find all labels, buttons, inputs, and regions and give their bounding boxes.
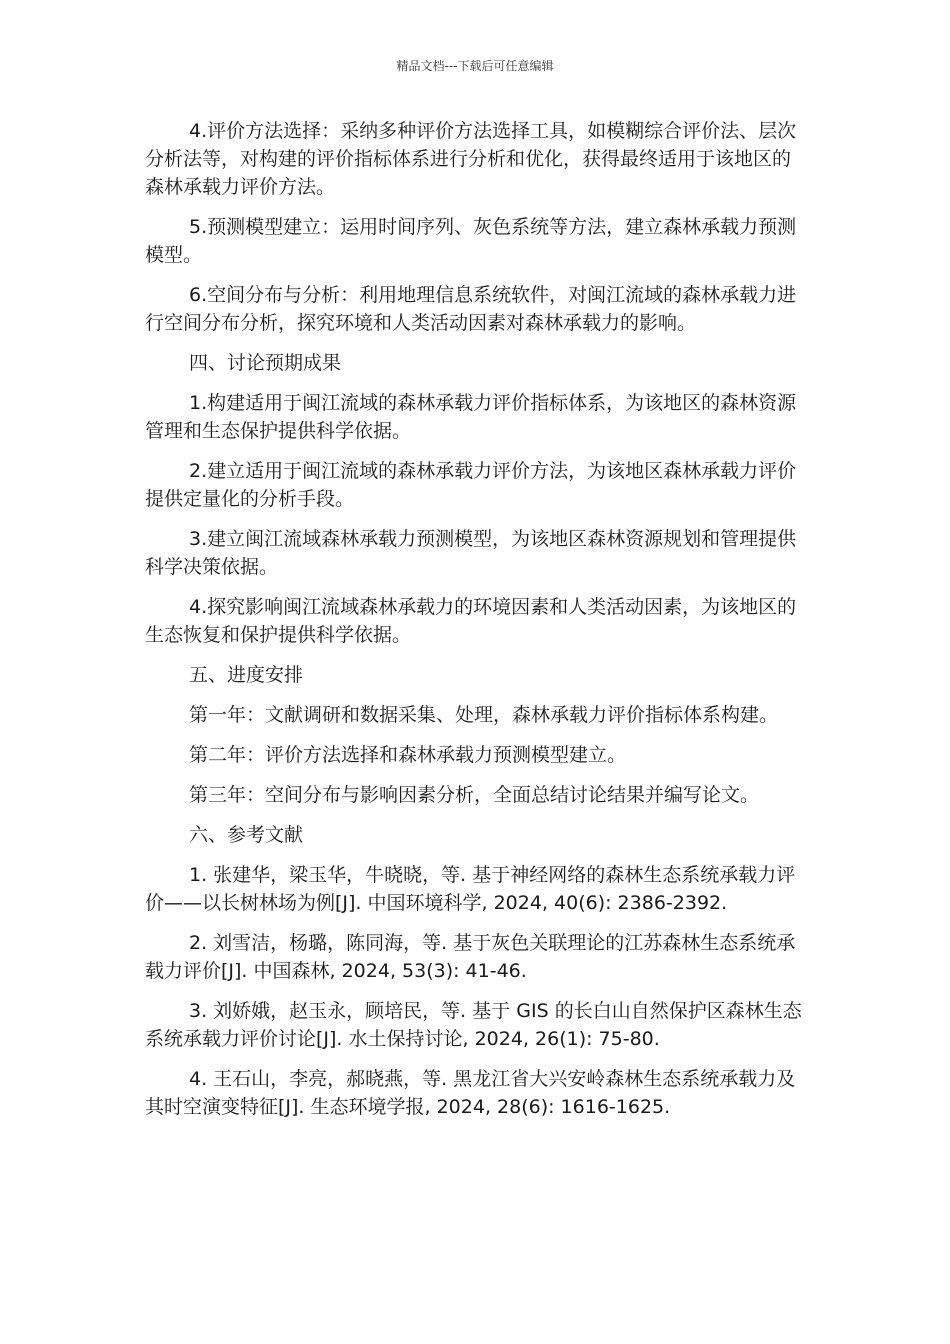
section-heading-expected-results: 四、讨论预期成果: [189, 352, 342, 374]
document-body: [145, 117, 805, 1133]
expected-result-item: 3.建立闽江流域森林承载力预测模型，为该地区森林资源规划和管理提供科学决策依据。: [145, 528, 797, 578]
method-item-prediction-model: 5.预测模型建立：运用时间序列、灰色系统等方法，建立森林承载力预测模型。: [145, 216, 797, 266]
reference-item: 4. 王石山，李亮，郝晓燕，等. 黑龙江省大兴安岭森林生态系统承载力及其时空演变特征[J]. 生态环境学报, 2024, 28(6): 1616-1625.: [145, 1068, 796, 1118]
expected-result-item: 4.探究影响闽江流域森林承载力的环境因素和人类活动因素，为该地区的生态恢复和保护提供科学依据。: [145, 596, 797, 646]
method-item-spatial-analysis: 6.空间分布与分析：利用地理信息系统软件，对闽江流域的森林承载力进行空间分布分析，探究环境和人类活动因素对森林承载力的影响。: [145, 284, 797, 334]
expected-result-item: 1.构建适用于闽江流域的森林承载力评价指标体系，为该地区的森林资源管理和生态保护提供科学依据。: [145, 392, 797, 442]
reference-item: 2. 刘雪洁，杨璐，陈同海，等. 基于灰色关联理论的江苏森林生态系统承载力评价[J]. 中国森林, 2024, 53(3): 41-46.: [145, 932, 796, 982]
reference-item: 3. 刘娇娥，赵玉永，顾培民，等. 基于 GIS 的长白山自然保护区森林生态系统承载力评价讨论[J]. 水土保持讨论, 2024, 26(1): 75-80.: [145, 1000, 802, 1050]
reference-item: 1. 张建华，梁玉华，牛晓晓，等. 基于神经网络的森林生态系统承载力评价——以长树林场为例[J]. 中国环境科学, 2024, 40(6): 2386-2392.: [145, 864, 796, 914]
section-heading-references: 六、参考文献: [189, 824, 304, 846]
expected-result-item: 2.建立适用于闽江流域的森林承载力评价方法，为该地区森林承载力评价提供定量化的分析手段。: [145, 460, 797, 510]
schedule-item: 第二年：评价方法选择和森林承载力预测模型建立。: [189, 744, 627, 766]
schedule-item: 第三年：空间分布与影响因素分析，全面总结讨论结果并编写论文。: [189, 784, 760, 806]
page-header: 精品文档---下载后可任意编辑: [396, 59, 554, 73]
method-item-evaluation: 4.评价方法选择：采纳多种评价方法选择工具，如模糊综合评价法、层次分析法等，对构建的评价指标体系进行分析和优化，获得最终适用于该地区的森林承载力评价方法。: [145, 120, 797, 198]
schedule-item: 第一年：文献调研和数据采集、处理，森林承载力评价指标体系构建。: [189, 704, 779, 726]
section-heading-schedule: 五、进度安排: [189, 664, 304, 686]
